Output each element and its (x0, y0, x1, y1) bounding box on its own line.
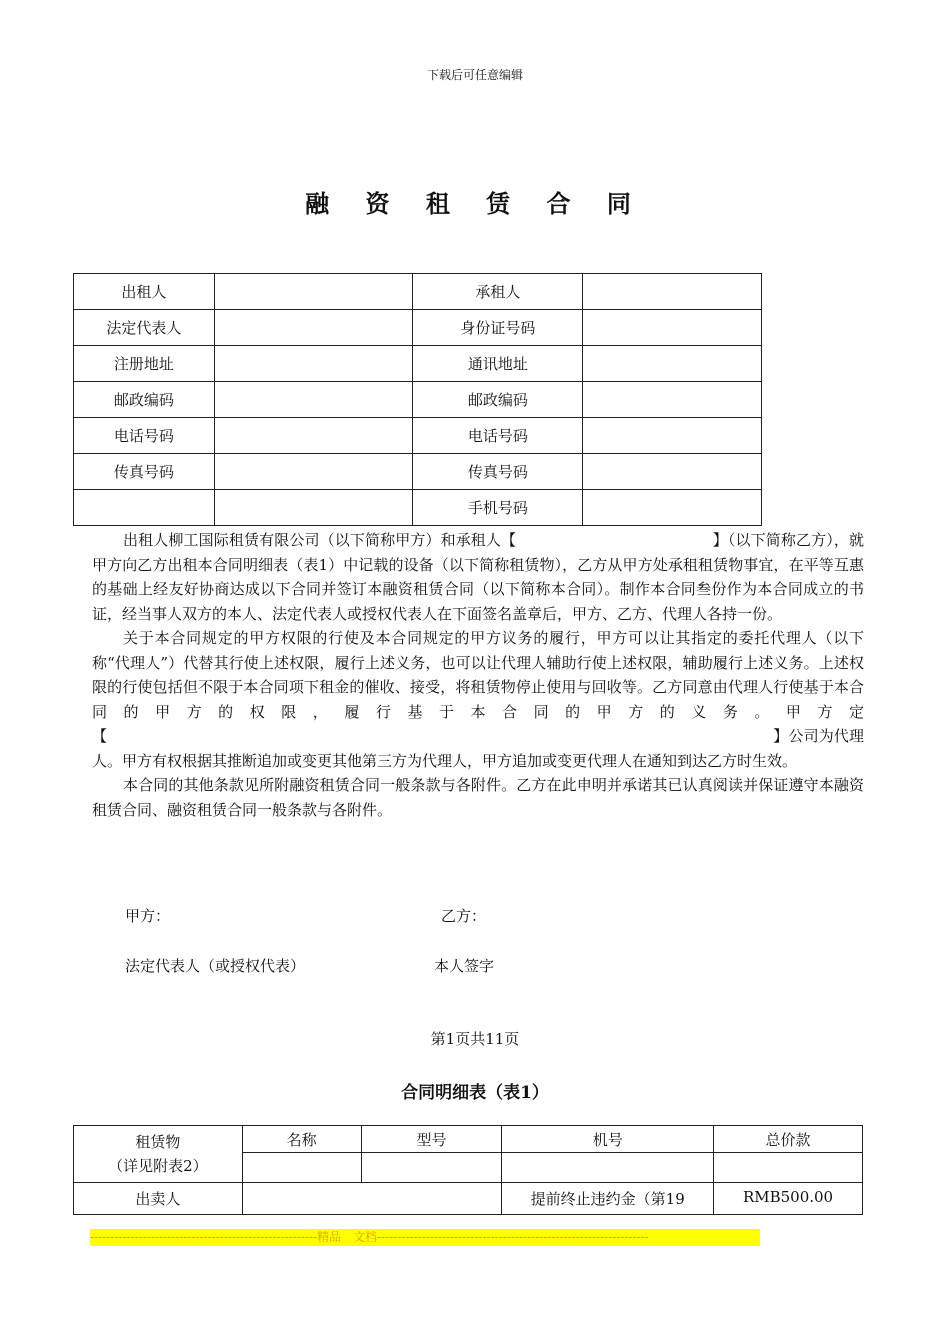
paragraph-intro: 出租人柳工国际租赁有限公司（以下简称甲方）和承租人【 】（以下简称乙方），就甲方向乙方出租本合同明细表（表1）中记载的设备（以下简称租赁物），乙方从甲方处承租租赁物事宜，在平等互惠的基础上经友好协商达成以下合同并签订本融资租赁合同（以下简称本合同）。制作本合同叁份作为本合同成立的书证，经当事人双方的本人、法定代表人或授权代表人在下面签名盖章后，甲方、乙方、代理人各持一份。 (92, 531, 864, 623)
party-field-label: 身份证号码 (413, 310, 583, 346)
party-field-label: 通讯地址 (413, 346, 583, 382)
party-field-value[interactable] (214, 418, 413, 454)
document-title: 融 资 租 赁 合 同 (305, 190, 645, 218)
party-field-label: 承租人 (413, 274, 583, 310)
party-field-label: 注册地址 (74, 346, 215, 382)
party-field-label: 电话号码 (74, 418, 215, 454)
party-b-label: 乙方： (441, 907, 487, 925)
col-model-header: 型号 (361, 1126, 502, 1153)
model-value-cell (361, 1153, 502, 1183)
party-field-value[interactable] (214, 310, 413, 346)
party-field-value[interactable] (583, 454, 762, 490)
paragraph-terms: 本合同的其他条款见所附融资租赁合同一般条款与各附件。乙方在此申明并承诺其已认真阅读并保证遵守本融资租赁合同、融资租赁合同一般条款与各附件。 (92, 776, 864, 819)
party-field-value[interactable] (214, 382, 413, 418)
seller-label: 出卖人 (74, 1183, 243, 1215)
party-table-row (74, 490, 762, 526)
party-field-value[interactable] (214, 346, 413, 382)
party-table-row (74, 382, 762, 418)
party-table-row (74, 274, 762, 310)
party-a-representative: 法定代表人（或授权代表） (125, 957, 306, 975)
party-field-label: 传真号码 (74, 454, 215, 490)
page-number: 第1页共11页 (430, 1030, 520, 1048)
contract-body (92, 528, 864, 822)
party-field-label: 手机号码 (413, 490, 583, 526)
party-field-value[interactable] (214, 454, 413, 490)
party-field-value[interactable] (214, 274, 413, 310)
leased-item-label: 租赁物 (135, 1133, 181, 1151)
leased-item-note: （详见附表2） (108, 1157, 208, 1175)
party-field-label (74, 490, 215, 526)
col-name-header: 名称 (242, 1126, 361, 1153)
party-info-table (73, 273, 762, 526)
party-field-label: 邮政编码 (413, 382, 583, 418)
paragraph-agent: 关于本合同规定的甲方权限的行使及本合同规定的甲方议务的履行，甲方可以让其指定的委托代理人（以下称“代理人”）代替其行使上述权限，履行上述义务，也可以让代理人辅助行使上述权限，辅助履行上述义务。上述权限的行使包括但不限于本合同项下租金的催收、接受，将租赁物停止使用与回收等。乙方同意由代理人行使基于本合同的甲方的权限，履行基于本合同的甲方的义务。甲方定【 】公司为代理人。甲方有权根据其推断追加或变更其他第三方为代理人，甲方追加或变更代理人在通知到达乙方时生效。 (92, 629, 864, 770)
col-serial-header: 机号 (502, 1126, 714, 1153)
party-field-label: 邮政编码 (74, 382, 215, 418)
seller-value-cell (242, 1183, 502, 1215)
col-total-header: 总价款 (714, 1126, 863, 1153)
party-field-value[interactable] (583, 274, 762, 310)
party-field-value[interactable] (583, 346, 762, 382)
penalty-label: 提前终止违约金（第19 (502, 1183, 714, 1215)
party-field-value[interactable] (583, 418, 762, 454)
party-field-value[interactable] (214, 490, 413, 526)
party-table-row (74, 418, 762, 454)
party-table-row (74, 346, 762, 382)
party-b-signature: 本人签字 (434, 957, 495, 975)
party-field-label: 出租人 (74, 274, 215, 310)
party-field-value[interactable] (583, 490, 762, 526)
header-note: 下载后可任意编辑 (426, 68, 523, 82)
serial-value-cell (502, 1153, 714, 1183)
party-a-label: 甲方： (125, 907, 171, 925)
leased-item-cell (74, 1126, 243, 1183)
party-field-label: 法定代表人 (74, 310, 215, 346)
total-value-cell (714, 1153, 863, 1183)
contract-detail-table (73, 1125, 863, 1215)
party-field-label: 电话号码 (413, 418, 583, 454)
party-field-label: 传真号码 (413, 454, 583, 490)
party-field-value[interactable] (583, 310, 762, 346)
penalty-value: RMB500.00 (714, 1183, 863, 1215)
detail-table-title: 合同明细表（表1） (401, 1083, 549, 1103)
party-table-row (74, 454, 762, 490)
party-table-row (74, 310, 762, 346)
party-field-value[interactable] (583, 382, 762, 418)
name-value-cell (242, 1153, 361, 1183)
footer-banner: --------------------------------------------------------精品 文档------------------------------------------------------------------- (90, 1229, 760, 1246)
